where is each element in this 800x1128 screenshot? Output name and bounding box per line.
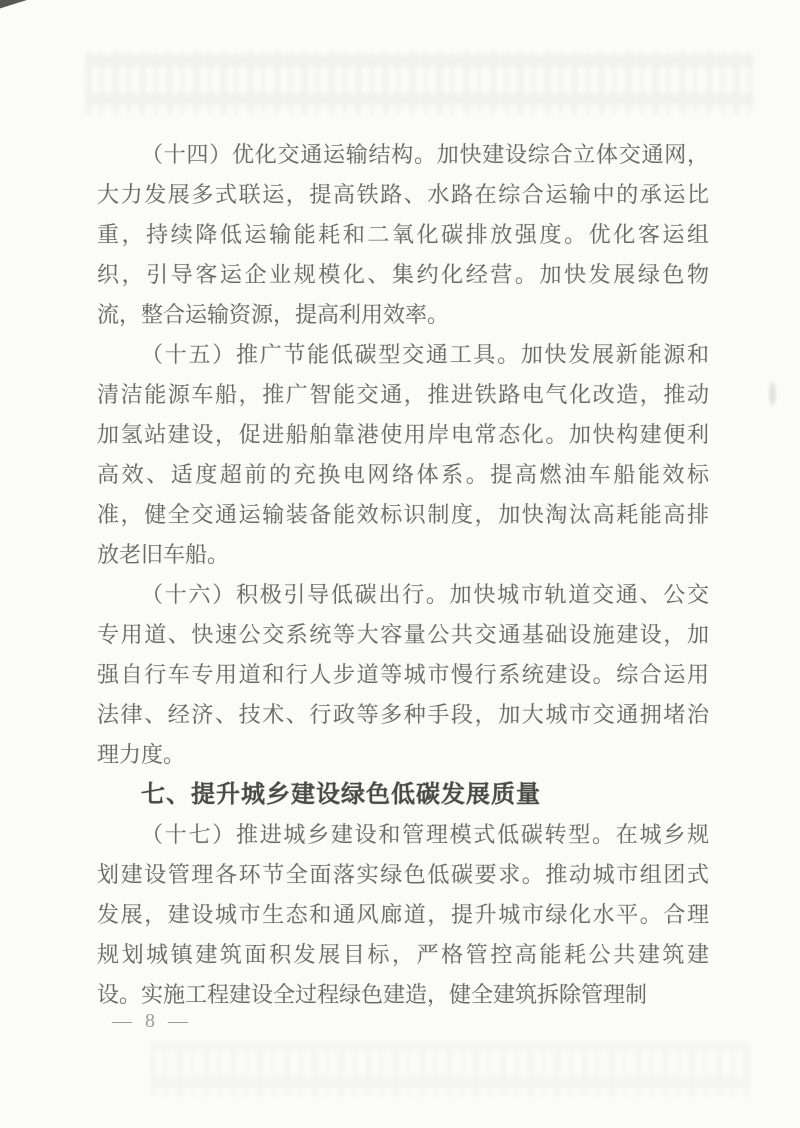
text-line: 重，持续降低运输能耗和二氧化碳排放强度。优化客运组 (97, 222, 709, 247)
text-line: 划建设管理各环节全面落实绿色低碳要求。推动城市组团式 (97, 862, 709, 887)
paragraph (97, 335, 709, 575)
scan-edge-speck (768, 380, 777, 408)
text-line: （十四）优化交通运输结构。加快建设综合立体交通网， (141, 142, 709, 167)
bleed-through-artifact-bottom (150, 1042, 750, 1097)
bleed-through-artifact-top (86, 52, 754, 114)
text-line: 加氢站建设，促进船舶靠港使用岸电常态化。加快构建便利 (97, 422, 709, 447)
text-line: 法律、经济、技术、行政等多种手段，加大城市交通拥堵治 (97, 702, 709, 727)
text-line: 放老旧车船。 (97, 542, 230, 567)
text-line: （十五）推广节能低碳型交通工具。加快发展新能源和 (141, 342, 709, 367)
section-heading (97, 775, 709, 815)
document-body (97, 135, 709, 1015)
text-line: 准，健全交通运输装备能效标识制度，加快淘汰高耗能高排 (97, 502, 709, 527)
text-line: 高效、适度超前的充换电网络体系。提高燃油车船能效标 (97, 462, 709, 487)
text-line: 强自行车专用道和行人步道等城市慢行系统建设。综合运用 (97, 662, 709, 687)
text-line: 理力度。 (97, 742, 186, 767)
text-line: 清洁能源车船，推广智能交通，推进铁路电气化改造，推动 (97, 382, 709, 407)
scan-corner-artifact (0, 0, 27, 9)
text-line: 专用道、快速公交系统等大容量公共交通基础设施建设，加 (97, 622, 709, 647)
text-line: 设。实施工程建设全过程绿色建造，健全建筑拆除管理制 (97, 982, 648, 1007)
paragraph (97, 815, 709, 1015)
text-line: 大力发展多式联运，提高铁路、水路在综合运输中的承运比 (97, 182, 709, 207)
page-number: — 8 — (112, 1010, 192, 1032)
text-line: 规划城镇建筑面积发展目标，严格管控高能耗公共建筑建 (97, 942, 709, 967)
text-line: 织，引导客运企业规模化、集约化经营。加快发展绿色物 (97, 262, 709, 287)
text-line: 七、提升城乡建设绿色低碳发展质量 (141, 781, 541, 808)
text-line: 流，整合运输资源，提高利用效率。 (97, 302, 450, 327)
text-line: 发展，建设城市生态和通风廊道，提升城市绿化水平。合理 (97, 902, 709, 927)
paragraph (97, 575, 709, 775)
text-line: （十六）积极引导低碳出行。加快城市轨道交通、公交 (141, 582, 709, 607)
paragraph (97, 135, 709, 335)
text-line: （十七）推进城乡建设和管理模式低碳转型。在城乡规 (141, 822, 709, 847)
